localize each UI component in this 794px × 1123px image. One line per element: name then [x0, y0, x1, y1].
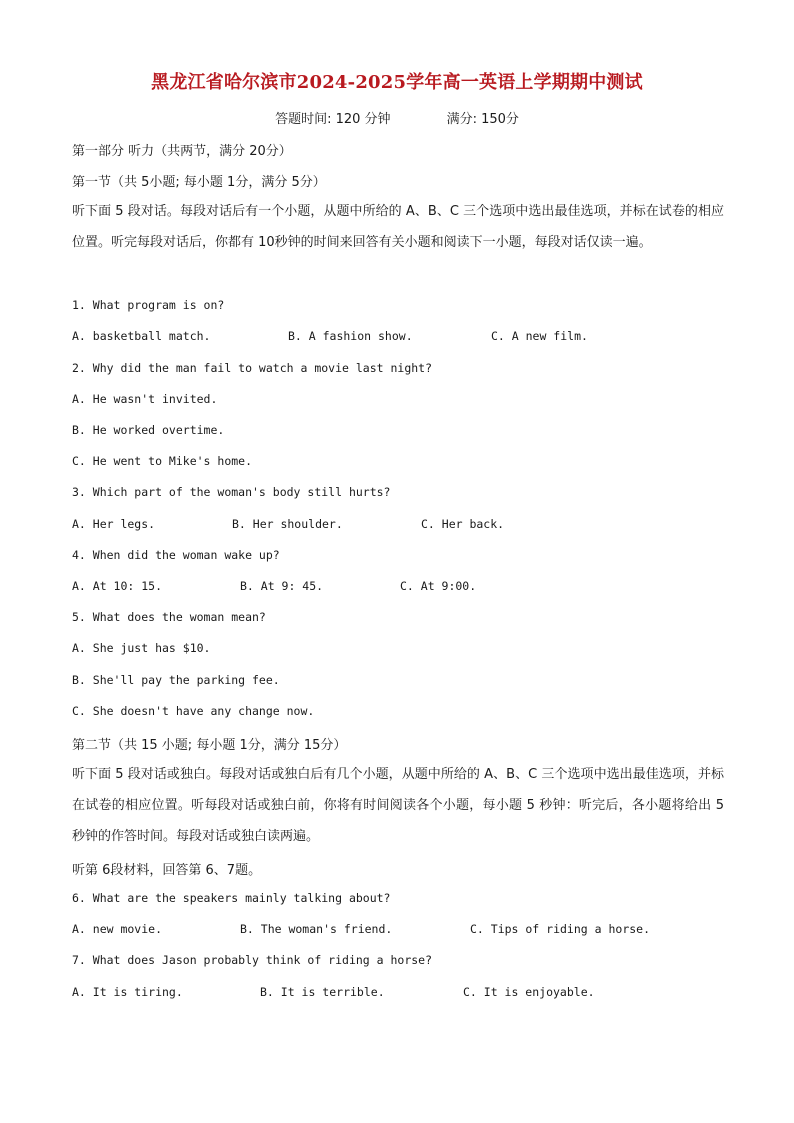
section1-instructions: 听下面 5 段对话。每段对话后有一个小题，从题中所给的 A、B、C 三个选项中选出最佳选项，并标在试卷的相应位置。听完每段对话后，你都有 10秒钟的时间来回答有关小题和阅读下一小题，每段对话仅读一遍。 [72, 204, 724, 251]
question-1: 1. What program is on? [72, 298, 225, 312]
exam-time: 答题时间: 120 分钟 [275, 112, 391, 127]
option-a: A. She just has $10. [72, 641, 211, 655]
page-title: 黑龙江省哈尔滨市2024-2025学年高一英语上学期期中测试 [151, 72, 643, 93]
option-c: C. Her back. [421, 517, 505, 531]
option-b: B. He worked overtime. [72, 423, 225, 437]
exam-score: 满分: 150分 [446, 112, 519, 127]
option-c: C. A new film. [491, 329, 588, 343]
option-b: B. She'll pay the parking fee. [72, 673, 280, 687]
question-2: 2. Why did the man fail to watch a movie last night? [72, 361, 433, 375]
section1-heading: 第一节（共 5小题; 每小题 1分，满分 5分） [72, 175, 326, 190]
section2-heading: 第二节（共 15 小题; 每小题 1分，满分 15分） [72, 738, 347, 753]
option-a: A. It is tiring. [72, 985, 183, 999]
question-5: 5. What does the woman mean? [72, 610, 266, 624]
question-4: 4. When did the woman wake up? [72, 548, 280, 562]
option-c: C. At 9:00. [400, 579, 477, 593]
option-a: A. new movie. [72, 922, 163, 936]
option-c: C. She doesn't have any change now. [72, 704, 315, 718]
material-note: 听第 6段材料，回答第 6、7题。 [72, 863, 262, 878]
option-c: C. He went to Mike's home. [72, 454, 253, 468]
option-a: A. Her legs. [72, 517, 156, 531]
option-c: C. Tips of riding a horse. [470, 922, 651, 936]
option-b: B. It is terrible. [260, 985, 385, 999]
question-3: 3. Which part of the woman's body still hurts? [72, 485, 391, 499]
option-c: C. It is enjoyable. [463, 985, 595, 999]
option-a: A. He wasn't invited. [72, 392, 218, 406]
option-a: A. At 10: 15. [72, 579, 163, 593]
option-b: B. A fashion show. [288, 329, 413, 343]
part-heading: 第一部分 听力（共两节，满分 20分） [72, 144, 292, 159]
option-b: B. Her shoulder. [232, 517, 343, 531]
option-b: B. The woman's friend. [240, 922, 393, 936]
option-a: A. basketball match. [72, 329, 211, 343]
exam-meta [0, 108, 794, 127]
question-7: 7. What does Jason probably think of riding a horse? [72, 953, 433, 967]
option-b: B. At 9: 45. [240, 579, 324, 593]
section2-instructions: 听下面 5 段对话或独白。每段对话或独白后有几个小题，从题中所给的 A、B、C 三个选项中选出最佳选项，并标在试卷的相应位置。听每段对话或独白前，你将有时间阅读各个小题，每小题 5 秒钟：听完后，各小题将给出 5秒钟的作答时间。每段对话或独白读两遍。 [72, 767, 724, 845]
question-6: 6. What are the speakers mainly talking about? [72, 891, 391, 905]
